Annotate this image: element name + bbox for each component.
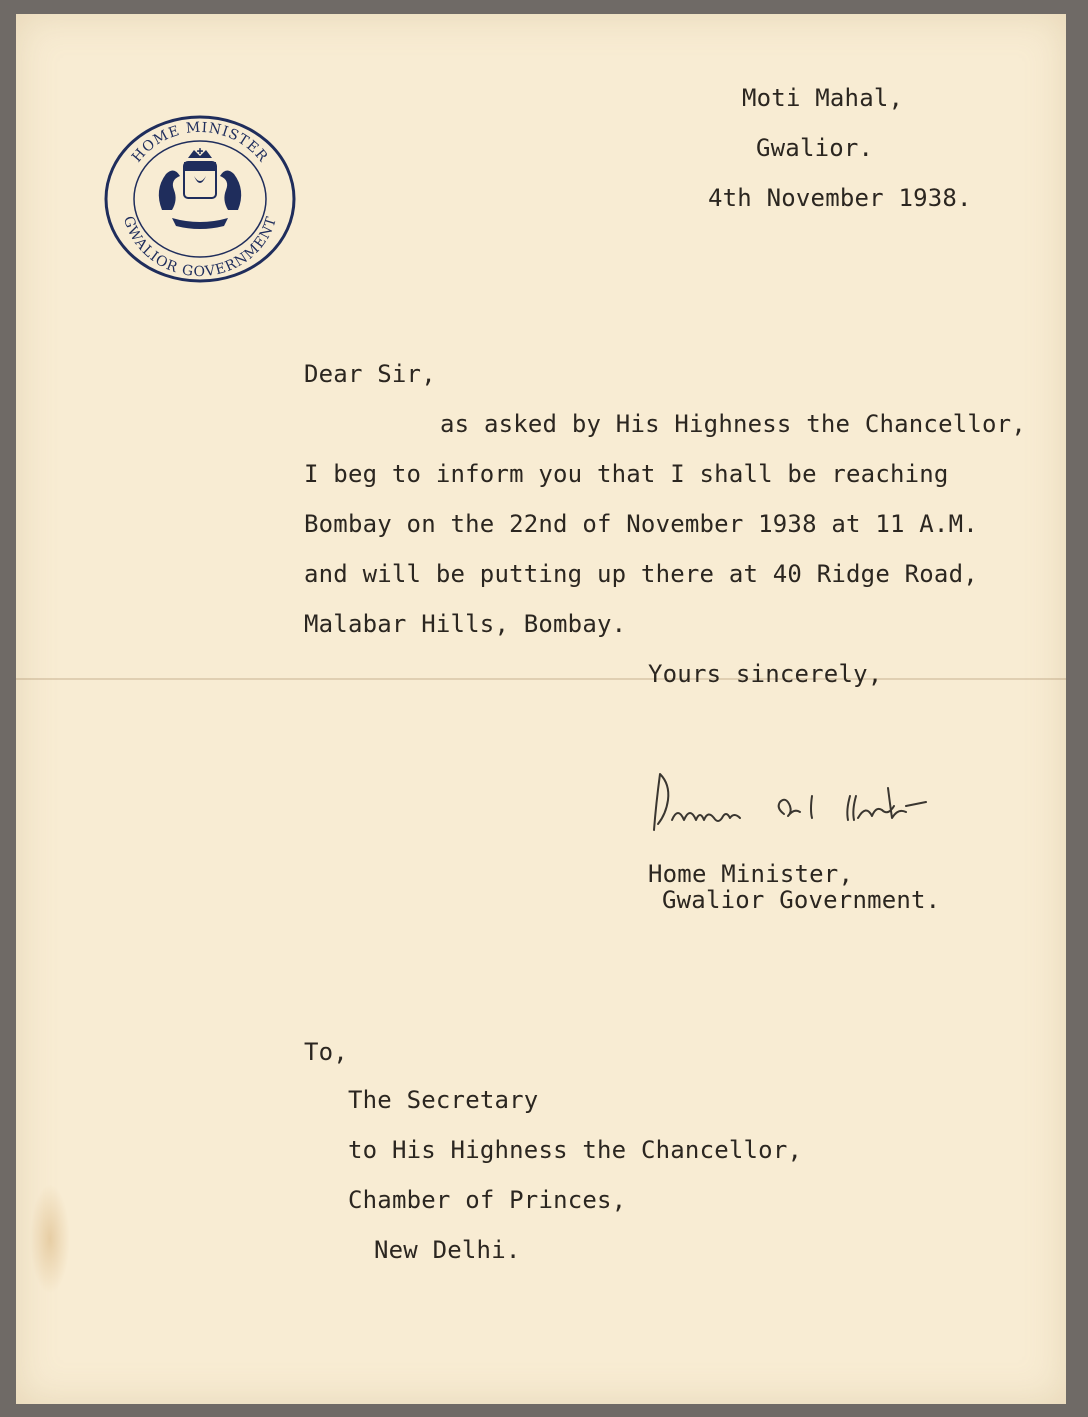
recipient-line-3: Chamber of Princes, bbox=[348, 1186, 627, 1214]
letter-page bbox=[16, 14, 1066, 1404]
recipient-line-2: to His Highness the Chancellor, bbox=[348, 1136, 803, 1164]
closing: Yours sincerely, bbox=[648, 660, 883, 688]
seal-text-bottom: GWALIOR GOVERNMENT bbox=[119, 214, 281, 281]
handwritten-signature-icon bbox=[644, 766, 1004, 846]
letter-date: 4th November 1938. bbox=[708, 184, 972, 212]
body-line-5: Malabar Hills, Bombay. bbox=[304, 610, 627, 638]
seal-text-top: HOME MINISTER bbox=[129, 119, 271, 166]
home-minister-seal-icon bbox=[102, 114, 298, 284]
salutation: Dear Sir, bbox=[304, 360, 436, 388]
address-line-1: Moti Mahal, bbox=[742, 84, 904, 112]
recipient-line-1: The Secretary bbox=[348, 1086, 539, 1114]
svg-text:✚: ✚ bbox=[196, 147, 204, 156]
fold-line bbox=[16, 678, 1066, 680]
recipient-to: To, bbox=[304, 1038, 348, 1066]
signatory-title-1: Home Minister, bbox=[648, 860, 854, 888]
address-line-2: Gwalior. bbox=[756, 134, 874, 162]
signatory-title-2: Gwalior Government. bbox=[662, 886, 941, 914]
body-line-2: I beg to inform you that I shall be reaching bbox=[304, 460, 949, 488]
svg-text:HOME MINISTER bbox=[129, 120, 271, 166]
recipient-line-4: New Delhi. bbox=[374, 1236, 521, 1264]
body-line-1: as asked by His Highness the Chancellor, bbox=[440, 410, 1026, 438]
body-line-4: and will be putting up there at 40 Ridge Road, bbox=[304, 560, 978, 588]
body-line-3: Bombay on the 22nd of November 1938 at 11 A.M. bbox=[304, 510, 978, 538]
paper-stain bbox=[30, 1184, 70, 1294]
